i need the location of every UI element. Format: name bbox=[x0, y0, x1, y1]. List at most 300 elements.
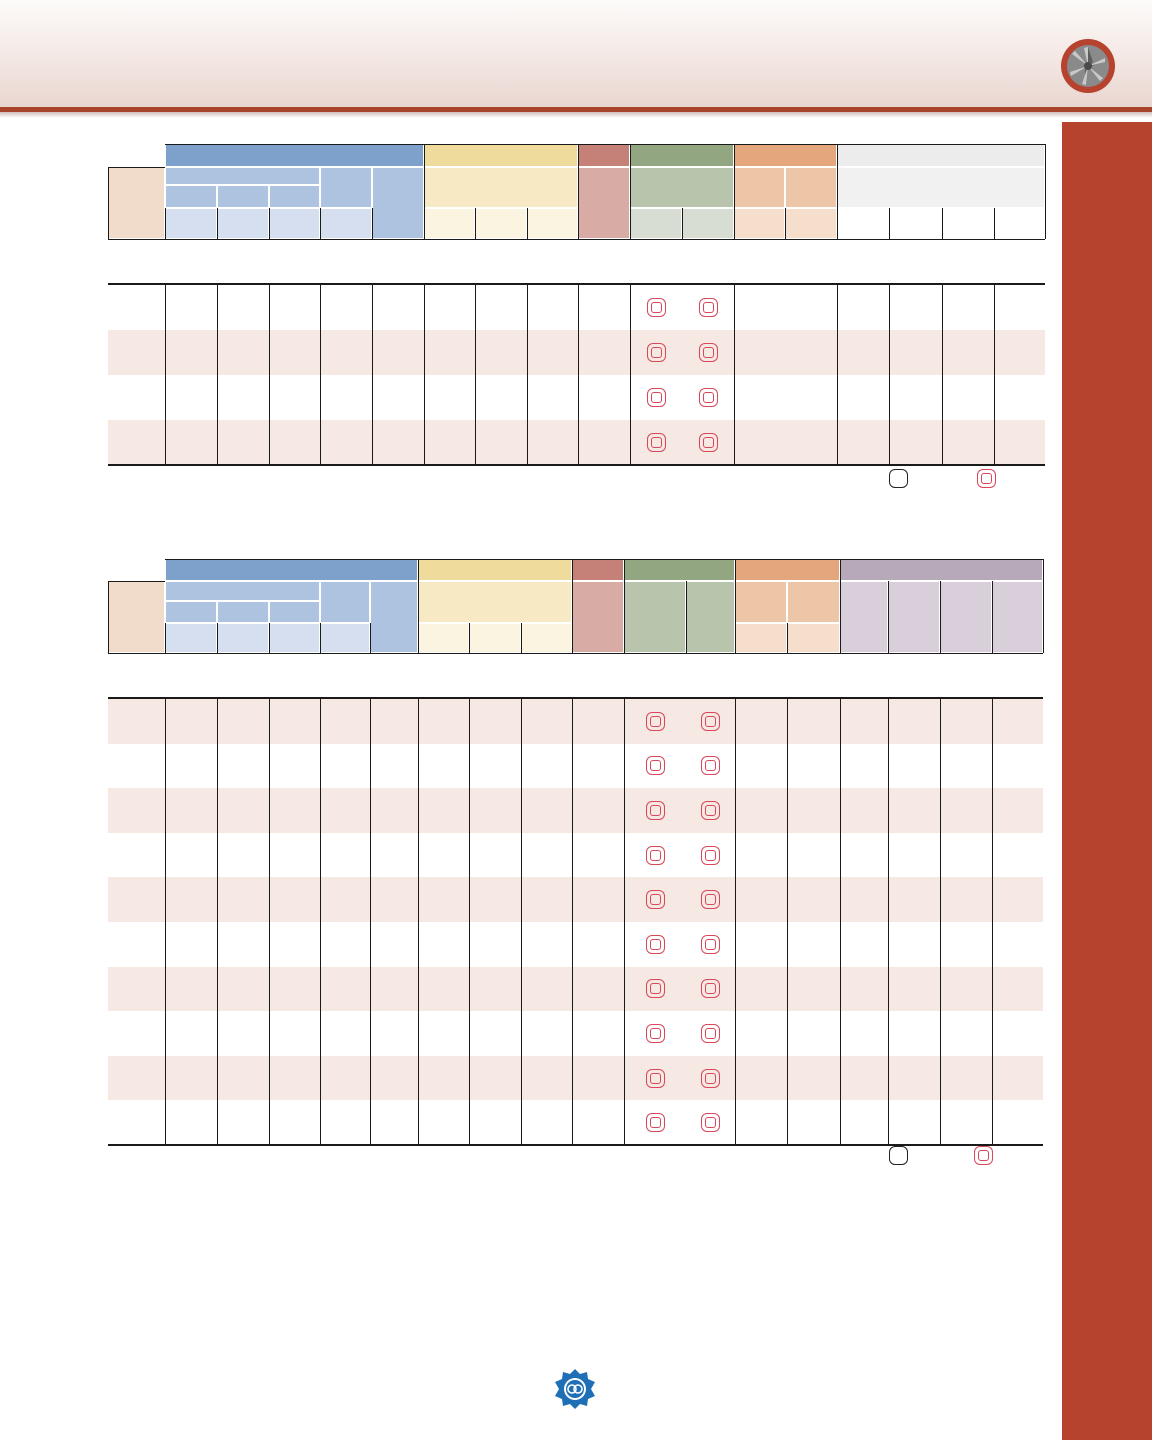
table-cell bbox=[418, 922, 469, 967]
table-cell bbox=[735, 877, 787, 922]
table-cell bbox=[418, 788, 469, 833]
double-square-mark-icon bbox=[646, 890, 665, 909]
stainless-group-header bbox=[424, 144, 578, 167]
double-square-mark-icon bbox=[647, 298, 666, 317]
table-cell bbox=[217, 967, 269, 1012]
table-cell bbox=[840, 922, 888, 967]
legend-2 bbox=[889, 1146, 993, 1165]
table-cell bbox=[787, 1056, 840, 1101]
hardened-sub-a bbox=[840, 581, 888, 653]
steel-group-header bbox=[165, 559, 418, 581]
table-cell bbox=[787, 1100, 840, 1145]
table-cell bbox=[165, 330, 217, 375]
table-cell bbox=[940, 833, 992, 878]
table-cell bbox=[578, 420, 630, 465]
table-cell bbox=[320, 788, 370, 833]
single-square-mark-icon bbox=[889, 469, 908, 488]
end-mill-cross-section-icon bbox=[1060, 38, 1116, 94]
steel-sub-header bbox=[165, 581, 320, 601]
double-square-mark-icon bbox=[701, 846, 720, 865]
body-col-rule bbox=[269, 285, 270, 465]
body-col-rule bbox=[942, 285, 943, 465]
superalloy-sub-b bbox=[785, 167, 837, 208]
hardened-sub-d bbox=[992, 581, 1043, 653]
table-cell bbox=[578, 375, 630, 420]
table-cell bbox=[320, 833, 370, 878]
hardness-header-cell bbox=[630, 208, 682, 239]
double-square-mark-icon bbox=[701, 1024, 720, 1043]
table-cell bbox=[840, 877, 888, 922]
table-cell bbox=[840, 699, 888, 744]
nonferrous-sub-b bbox=[686, 581, 735, 653]
superalloy-sub-b bbox=[787, 581, 840, 623]
table-cell bbox=[888, 833, 940, 878]
header-col-rule bbox=[320, 208, 321, 239]
body-col-rule bbox=[735, 699, 736, 1145]
table-cell bbox=[418, 967, 469, 1012]
table-cell bbox=[370, 967, 418, 1012]
table-cell bbox=[888, 877, 940, 922]
hardness-header-cell bbox=[734, 208, 785, 239]
double-square-mark-icon bbox=[699, 298, 718, 317]
header-col-rule bbox=[372, 208, 373, 239]
table-cell bbox=[992, 1011, 1043, 1056]
table-cell bbox=[217, 744, 269, 789]
table-cell bbox=[418, 1100, 469, 1145]
body-col-rule bbox=[888, 699, 889, 1145]
table-cell bbox=[469, 1056, 521, 1101]
table-cell bbox=[320, 1100, 370, 1145]
table-cell bbox=[418, 833, 469, 878]
body-col-rule bbox=[578, 285, 579, 465]
table-cell bbox=[269, 330, 320, 375]
table-cell bbox=[372, 330, 424, 375]
table-cell bbox=[165, 744, 217, 789]
table-cell bbox=[624, 788, 686, 833]
header-corner-top-rule bbox=[108, 581, 165, 582]
table-cell bbox=[572, 967, 624, 1012]
table-cell bbox=[992, 1056, 1043, 1101]
legend-1 bbox=[889, 469, 996, 488]
hardness-header-cell bbox=[521, 623, 572, 653]
table-cell bbox=[475, 285, 527, 330]
table-cell bbox=[217, 1100, 269, 1145]
hardness-header-cell bbox=[320, 623, 370, 653]
header-top-rule bbox=[165, 144, 1045, 145]
table-cell bbox=[469, 833, 521, 878]
table-cell bbox=[469, 788, 521, 833]
table-cell bbox=[418, 1011, 469, 1056]
double-square-mark-icon bbox=[646, 1113, 665, 1132]
table-cell bbox=[370, 833, 418, 878]
table-cell bbox=[572, 922, 624, 967]
stainless-group-header bbox=[418, 559, 572, 581]
table-cell bbox=[372, 285, 424, 330]
table-cell bbox=[787, 699, 840, 744]
table-cell bbox=[994, 375, 1045, 420]
table-cell bbox=[165, 967, 217, 1012]
header-col-rule bbox=[889, 208, 890, 239]
hardness-header-cell bbox=[942, 208, 994, 239]
table-cell bbox=[992, 744, 1043, 789]
table-cell bbox=[785, 330, 837, 375]
hardness-header-cell bbox=[682, 208, 734, 239]
table-cell bbox=[686, 788, 735, 833]
body-bottom-rule bbox=[108, 464, 1045, 466]
table-cell bbox=[269, 967, 320, 1012]
header-col-rule bbox=[682, 208, 683, 239]
hardened-sub-c bbox=[940, 581, 992, 653]
hardened-sub-header bbox=[837, 167, 1045, 208]
table-cell bbox=[992, 699, 1043, 744]
corner-header bbox=[108, 581, 165, 653]
cast-iron-sub-header bbox=[572, 581, 624, 653]
header-col-rule bbox=[165, 208, 166, 239]
header-col-rule bbox=[320, 623, 321, 653]
hardened-group-header bbox=[837, 144, 1045, 167]
header-col-rule bbox=[1043, 559, 1044, 653]
hardness-header-cell bbox=[269, 208, 320, 239]
hardness-header-cell bbox=[785, 208, 837, 239]
table-cell bbox=[269, 285, 320, 330]
table-cell bbox=[630, 375, 682, 420]
stainless-sub-header bbox=[418, 581, 572, 623]
double-square-mark-icon bbox=[701, 979, 720, 998]
table-cell bbox=[624, 1100, 686, 1145]
header-bottom-rule bbox=[108, 653, 1043, 654]
table-cell bbox=[521, 788, 572, 833]
table-cell bbox=[320, 744, 370, 789]
header-col-rule bbox=[269, 623, 270, 653]
table-cell bbox=[837, 330, 889, 375]
steel-sub-c bbox=[269, 185, 320, 208]
table-cell bbox=[217, 833, 269, 878]
table-cell bbox=[686, 744, 735, 789]
steel-sub-a bbox=[165, 185, 217, 208]
nonferrous-sub-a bbox=[624, 581, 686, 653]
double-square-mark-icon bbox=[701, 890, 720, 909]
header-col-rule bbox=[572, 559, 573, 653]
table-cell bbox=[682, 420, 734, 465]
table-cell bbox=[165, 833, 217, 878]
table-cell bbox=[370, 788, 418, 833]
table-cell bbox=[837, 375, 889, 420]
table-cell bbox=[734, 375, 785, 420]
body-col-rule bbox=[372, 285, 373, 465]
table-cell bbox=[217, 375, 269, 420]
stainless-sub-header bbox=[424, 167, 578, 208]
body-col-rule bbox=[165, 699, 166, 1145]
header-corner-top-rule bbox=[108, 167, 165, 168]
header-col-rule bbox=[837, 144, 838, 239]
material-suitability-table-2 bbox=[108, 559, 1045, 1143]
header-col-rule bbox=[734, 144, 735, 239]
steel-sub-c bbox=[269, 601, 320, 623]
table-cell bbox=[888, 699, 940, 744]
table-cell bbox=[734, 420, 785, 465]
double-square-mark-icon bbox=[646, 801, 665, 820]
double-square-mark-icon bbox=[646, 935, 665, 954]
table-cell bbox=[840, 1056, 888, 1101]
table-cell bbox=[940, 1100, 992, 1145]
table-cell bbox=[735, 699, 787, 744]
table-cell bbox=[165, 922, 217, 967]
table-cell bbox=[469, 699, 521, 744]
table-cell bbox=[269, 922, 320, 967]
table-cell bbox=[889, 375, 942, 420]
table-cell bbox=[217, 922, 269, 967]
steel-group-header bbox=[165, 144, 424, 167]
table-cell bbox=[320, 1011, 370, 1056]
hardness-header-cell bbox=[735, 623, 787, 653]
osg-logo-icon bbox=[554, 1368, 596, 1410]
superalloy-sub-a bbox=[735, 581, 787, 623]
body-col-rule bbox=[837, 285, 838, 465]
hardness-header-cell bbox=[787, 623, 840, 653]
table-cell bbox=[735, 788, 787, 833]
header-col-rule bbox=[992, 581, 993, 653]
body-col-rule bbox=[787, 699, 788, 1145]
hardness-header-cell bbox=[217, 208, 269, 239]
table-cell bbox=[734, 330, 785, 375]
table-cell bbox=[686, 967, 735, 1012]
table-cell bbox=[888, 922, 940, 967]
table-cell bbox=[521, 922, 572, 967]
superalloy-group-header bbox=[735, 559, 840, 581]
table-cell bbox=[217, 788, 269, 833]
superalloy-sub-a bbox=[734, 167, 785, 208]
double-square-mark-icon bbox=[647, 433, 666, 452]
hardness-header-cell bbox=[475, 208, 527, 239]
table-cell bbox=[888, 1011, 940, 1056]
table-cell bbox=[992, 833, 1043, 878]
header-col-rule bbox=[269, 208, 270, 239]
header-col-rule bbox=[942, 208, 943, 239]
superalloy-group-header bbox=[734, 144, 837, 167]
table-cell bbox=[578, 330, 630, 375]
table-cell bbox=[320, 922, 370, 967]
header-bottom-rule bbox=[108, 239, 1045, 240]
nonferrous-group-header bbox=[624, 559, 735, 581]
header-col-rule bbox=[940, 581, 941, 653]
table-cell bbox=[735, 833, 787, 878]
table-cell bbox=[521, 833, 572, 878]
table-cell bbox=[888, 744, 940, 789]
table-cell bbox=[624, 1011, 686, 1056]
table-cell bbox=[217, 1011, 269, 1056]
table-cell bbox=[686, 1056, 735, 1101]
table-cell bbox=[469, 922, 521, 967]
table-cell bbox=[624, 833, 686, 878]
header-col-rule bbox=[475, 208, 476, 239]
table-cell bbox=[840, 1011, 888, 1056]
hardness-header-cell bbox=[217, 623, 269, 653]
table-cell bbox=[320, 877, 370, 922]
table-cell bbox=[630, 330, 682, 375]
table-cell bbox=[320, 330, 372, 375]
body-col-rule bbox=[521, 699, 522, 1145]
double-square-mark-icon bbox=[646, 756, 665, 775]
header-col-rule bbox=[686, 581, 687, 653]
header-col-rule bbox=[1045, 144, 1046, 239]
header-col-rule bbox=[165, 623, 166, 653]
double-square-mark-icon bbox=[699, 433, 718, 452]
table-cell bbox=[165, 1056, 217, 1101]
hardness-header-cell bbox=[837, 208, 889, 239]
table-cell bbox=[320, 967, 370, 1012]
table-cell bbox=[940, 922, 992, 967]
header-col-rule bbox=[840, 559, 841, 653]
table-cell bbox=[370, 1056, 418, 1101]
table-cell bbox=[572, 1100, 624, 1145]
header-col-rule bbox=[217, 623, 218, 653]
steel-sub-e bbox=[370, 581, 418, 653]
hardness-header-cell bbox=[469, 623, 521, 653]
steel-sub-header bbox=[165, 167, 320, 185]
table-cell bbox=[217, 699, 269, 744]
table-cell bbox=[940, 967, 992, 1012]
table-cell bbox=[992, 967, 1043, 1012]
header-col-rule bbox=[108, 167, 109, 239]
hardened-group-header bbox=[840, 559, 1043, 581]
table-cell bbox=[630, 285, 682, 330]
table-cell bbox=[521, 1100, 572, 1145]
table-cell bbox=[370, 1100, 418, 1145]
double-square-mark-icon bbox=[701, 1113, 720, 1132]
table-cell bbox=[165, 420, 217, 465]
table-cell bbox=[217, 285, 269, 330]
double-square-mark-icon bbox=[701, 801, 720, 820]
table-cell bbox=[269, 833, 320, 878]
header-col-rule bbox=[527, 208, 528, 239]
table-cell bbox=[424, 420, 475, 465]
body-col-rule bbox=[527, 285, 528, 465]
hardness-header-cell bbox=[269, 623, 320, 653]
body-col-rule bbox=[940, 699, 941, 1145]
table-cell bbox=[165, 877, 217, 922]
hardness-header-cell bbox=[527, 208, 578, 239]
table-cell bbox=[992, 877, 1043, 922]
table-cell bbox=[217, 420, 269, 465]
table-cell bbox=[735, 922, 787, 967]
table-cell bbox=[165, 1011, 217, 1056]
hardness-header-cell bbox=[418, 623, 469, 653]
table-cell bbox=[469, 744, 521, 789]
table-cell bbox=[521, 967, 572, 1012]
table-cell bbox=[624, 877, 686, 922]
table-cell bbox=[269, 375, 320, 420]
table-cell bbox=[527, 375, 578, 420]
double-square-mark-icon bbox=[646, 712, 665, 731]
table-cell bbox=[527, 420, 578, 465]
table-cell bbox=[165, 699, 217, 744]
table-cell bbox=[785, 420, 837, 465]
table-cell bbox=[785, 285, 837, 330]
header-col-rule bbox=[217, 208, 218, 239]
header-col-rule bbox=[624, 559, 625, 653]
table-cell bbox=[624, 967, 686, 1012]
table-cell bbox=[521, 1056, 572, 1101]
table-cell bbox=[320, 285, 372, 330]
body-col-rule bbox=[418, 699, 419, 1145]
double-square-mark-icon bbox=[974, 1146, 993, 1165]
header-col-rule bbox=[578, 144, 579, 239]
body-col-rule bbox=[994, 285, 995, 465]
table-cell bbox=[572, 1056, 624, 1101]
hardness-header-cell bbox=[165, 208, 217, 239]
double-square-mark-icon bbox=[647, 343, 666, 362]
table-cell bbox=[469, 967, 521, 1012]
header-col-rule bbox=[108, 581, 109, 653]
table-cell bbox=[837, 420, 889, 465]
header-col-rule bbox=[521, 623, 522, 653]
material-suitability-table-1 bbox=[108, 144, 1045, 464]
table-cell bbox=[165, 1100, 217, 1145]
table-cell bbox=[475, 420, 527, 465]
table-cell bbox=[787, 877, 840, 922]
table-cell bbox=[165, 788, 217, 833]
body-col-rule bbox=[734, 285, 735, 465]
header-shadow bbox=[0, 112, 1152, 118]
table-cell bbox=[521, 699, 572, 744]
table-cell bbox=[787, 744, 840, 789]
table-cell bbox=[372, 375, 424, 420]
table-cell bbox=[269, 1056, 320, 1101]
steel-sub-b bbox=[217, 601, 269, 623]
table-cell bbox=[888, 1056, 940, 1101]
double-square-mark-icon bbox=[646, 846, 665, 865]
table-cell bbox=[521, 744, 572, 789]
body-col-rule bbox=[269, 699, 270, 1145]
body-col-rule bbox=[165, 285, 166, 465]
table-cell bbox=[940, 699, 992, 744]
table-cell bbox=[686, 1011, 735, 1056]
cast-iron-group-header bbox=[572, 559, 624, 581]
table-cell bbox=[320, 1056, 370, 1101]
table-cell bbox=[469, 1100, 521, 1145]
table-cell bbox=[521, 877, 572, 922]
hardness-header-cell bbox=[320, 208, 372, 239]
nonferrous-group-header bbox=[630, 144, 734, 167]
table-cell bbox=[994, 420, 1045, 465]
table-cell bbox=[269, 744, 320, 789]
table-cell bbox=[572, 1011, 624, 1056]
table-cell bbox=[475, 375, 527, 420]
header-col-rule bbox=[630, 144, 631, 239]
table-cell bbox=[682, 330, 734, 375]
table-cell bbox=[527, 285, 578, 330]
table-cell bbox=[578, 285, 630, 330]
table-cell bbox=[686, 1100, 735, 1145]
double-square-mark-icon bbox=[646, 979, 665, 998]
table-cell bbox=[165, 285, 217, 330]
table-cell bbox=[942, 420, 994, 465]
header-col-rule bbox=[418, 559, 419, 653]
table-cell bbox=[888, 967, 940, 1012]
body-col-rule bbox=[469, 699, 470, 1145]
body-col-rule bbox=[217, 285, 218, 465]
table-cell bbox=[624, 699, 686, 744]
table-cell bbox=[787, 922, 840, 967]
steel-sub-b bbox=[217, 185, 269, 208]
table-cell bbox=[734, 285, 785, 330]
table-cell bbox=[682, 285, 734, 330]
table-cell bbox=[475, 330, 527, 375]
table-cell bbox=[370, 744, 418, 789]
double-square-mark-icon bbox=[647, 388, 666, 407]
body-col-rule bbox=[370, 699, 371, 1145]
table-cell bbox=[889, 420, 942, 465]
